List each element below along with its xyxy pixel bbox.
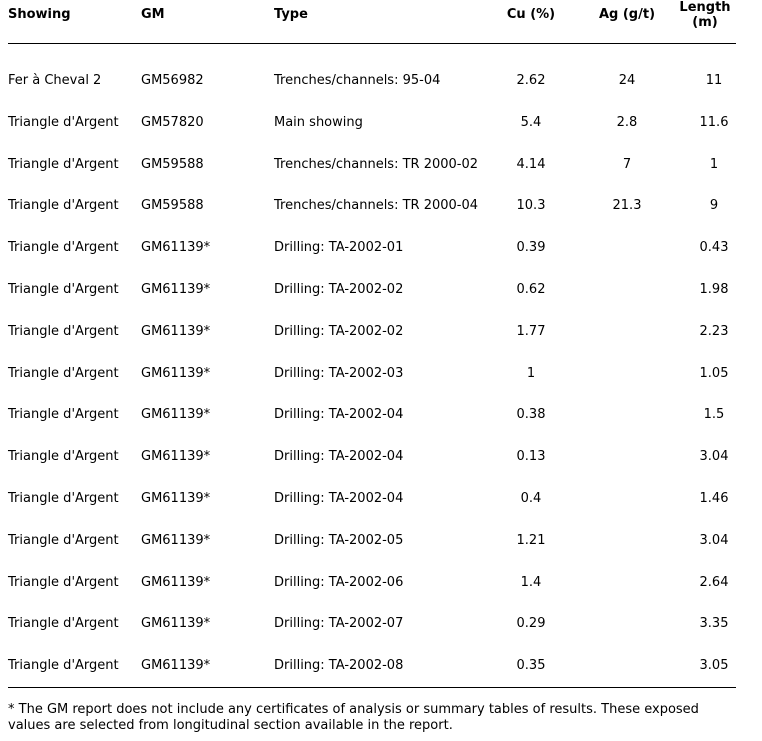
cell-length: 11: [705, 73, 723, 88]
cell-cu: 0.4: [520, 490, 542, 506]
table-row: [8, 270, 736, 312]
table-row: [8, 604, 736, 646]
cell-type: Drilling: TA-2002-01: [274, 240, 404, 256]
header-length: [674, 0, 736, 30]
cell-type: Drilling: TA-2002-02: [274, 281, 404, 297]
cell-length: 3.35: [699, 616, 729, 632]
cell-cu: 0.38: [516, 407, 546, 423]
cell-length: 1.98: [699, 281, 729, 297]
header-cu: Cu (%): [506, 7, 556, 22]
header-gm: GM: [141, 7, 165, 22]
cell-length: 11.6: [699, 114, 729, 130]
cell-type: Drilling: TA-2002-02: [274, 323, 404, 339]
cell-gm: GM61139*: [141, 407, 211, 423]
table-row: [8, 186, 736, 228]
cell-gm: GM59588: [141, 198, 204, 214]
cell-length: 1.46: [699, 490, 729, 506]
cell-showing: Triangle d'Argent: [8, 156, 119, 172]
cell-showing: Triangle d'Argent: [8, 323, 119, 339]
table-row: [8, 646, 736, 688]
table-row: [8, 563, 736, 605]
cell-showing: Triangle d'Argent: [8, 616, 119, 632]
table-row: [8, 145, 736, 187]
table-bottom-rule: [8, 687, 736, 688]
header-ag: Ag (g/t): [598, 7, 656, 22]
cell-cu: 2.62: [516, 73, 546, 88]
cell-gm: GM61139*: [141, 574, 211, 590]
cell-gm: GM57820: [141, 114, 204, 130]
cell-cu: 1.21: [516, 532, 546, 548]
table-row: [8, 312, 736, 354]
cell-ag: 2.8: [616, 114, 638, 130]
cell-ag: 21.3: [612, 198, 642, 214]
cell-gm: GM61139*: [141, 281, 211, 297]
cell-cu: 0.39: [516, 240, 546, 256]
cell-gm: GM61139*: [141, 658, 211, 674]
cell-showing: Fer à Cheval 2: [8, 73, 102, 88]
header-showing: Showing: [8, 7, 71, 22]
table-row: [8, 521, 736, 563]
cell-cu: 10.3: [516, 198, 546, 214]
cell-length: 2.64: [699, 574, 729, 590]
cell-type: Trenches/channels: TR 2000-04: [274, 198, 479, 214]
cell-cu: 0.35: [516, 658, 546, 674]
cell-cu: 1.4: [520, 574, 542, 590]
cell-cu: 4.14: [516, 156, 546, 172]
cell-cu: 1.77: [516, 323, 546, 339]
cell-length: 1.05: [699, 365, 729, 381]
table-row: [8, 437, 736, 479]
cell-type: Trenches/channels: 95-04: [274, 73, 441, 88]
table-row: [8, 479, 736, 521]
cell-cu: 0.62: [516, 281, 546, 297]
header-length-line1: Length: [679, 0, 731, 15]
footnote: * The GM report does not include any certificates of analysis or summary tables of results. These exposed values are selected from longitudinal section available in the report.: [8, 702, 699, 733]
cell-gm: GM61139*: [141, 323, 211, 339]
cell-showing: Triangle d'Argent: [8, 407, 119, 423]
cell-length: 9: [709, 198, 719, 214]
cell-type: Drilling: TA-2002-04: [274, 407, 404, 423]
cell-gm: GM61139*: [141, 490, 211, 506]
cell-ag: 7: [622, 156, 632, 172]
cell-cu: 1: [526, 365, 536, 381]
cell-length: 1.5: [703, 407, 725, 423]
cell-gm: GM61139*: [141, 449, 211, 465]
cell-length: 3.04: [699, 532, 729, 548]
cell-type: Main showing: [274, 114, 363, 130]
cell-cu: 5.4: [520, 114, 542, 130]
cell-showing: Triangle d'Argent: [8, 114, 119, 130]
cell-gm: GM61139*: [141, 532, 211, 548]
table-body: [8, 61, 736, 688]
cell-showing: Triangle d'Argent: [8, 532, 119, 548]
cell-type: Drilling: TA-2002-04: [274, 449, 404, 465]
table-row: [8, 103, 736, 145]
cell-type: Trenches/channels: TR 2000-02: [274, 156, 479, 172]
cell-showing: Triangle d'Argent: [8, 198, 119, 214]
cell-showing: Triangle d'Argent: [8, 240, 119, 256]
cell-showing: Triangle d'Argent: [8, 365, 119, 381]
cell-showing: Triangle d'Argent: [8, 449, 119, 465]
cell-gm: GM56982: [141, 73, 204, 88]
cell-length: 2.23: [699, 323, 729, 339]
cell-length: 3.05: [699, 658, 729, 674]
cell-length: 1: [709, 156, 719, 172]
cell-type: Drilling: TA-2002-06: [274, 574, 404, 590]
cell-showing: Triangle d'Argent: [8, 574, 119, 590]
header-length-line2: (m): [692, 15, 718, 30]
cell-type: Drilling: TA-2002-07: [274, 616, 404, 632]
cell-length: 3.04: [699, 449, 729, 465]
cell-cu: 0.13: [516, 449, 546, 465]
table-row: [8, 354, 736, 396]
cell-showing: Triangle d'Argent: [8, 658, 119, 674]
table-header: [8, 0, 736, 44]
cell-gm: GM59588: [141, 156, 204, 172]
cell-gm: GM61139*: [141, 616, 211, 632]
cell-showing: Triangle d'Argent: [8, 281, 119, 297]
cell-type: Drilling: TA-2002-05: [274, 532, 404, 548]
table-row: [8, 395, 736, 437]
cell-length: 0.43: [699, 240, 729, 256]
header-type: Type: [274, 7, 308, 22]
cell-type: Drilling: TA-2002-04: [274, 490, 404, 506]
cell-gm: GM61139*: [141, 365, 211, 381]
table-row: [8, 228, 736, 270]
cell-type: Drilling: TA-2002-03: [274, 365, 404, 381]
cell-gm: GM61139*: [141, 240, 211, 256]
cell-type: Drilling: TA-2002-08: [274, 658, 404, 674]
cell-cu: 0.29: [516, 616, 546, 632]
table-row: [8, 61, 736, 103]
cell-ag: 24: [618, 73, 636, 88]
cell-showing: Triangle d'Argent: [8, 490, 119, 506]
